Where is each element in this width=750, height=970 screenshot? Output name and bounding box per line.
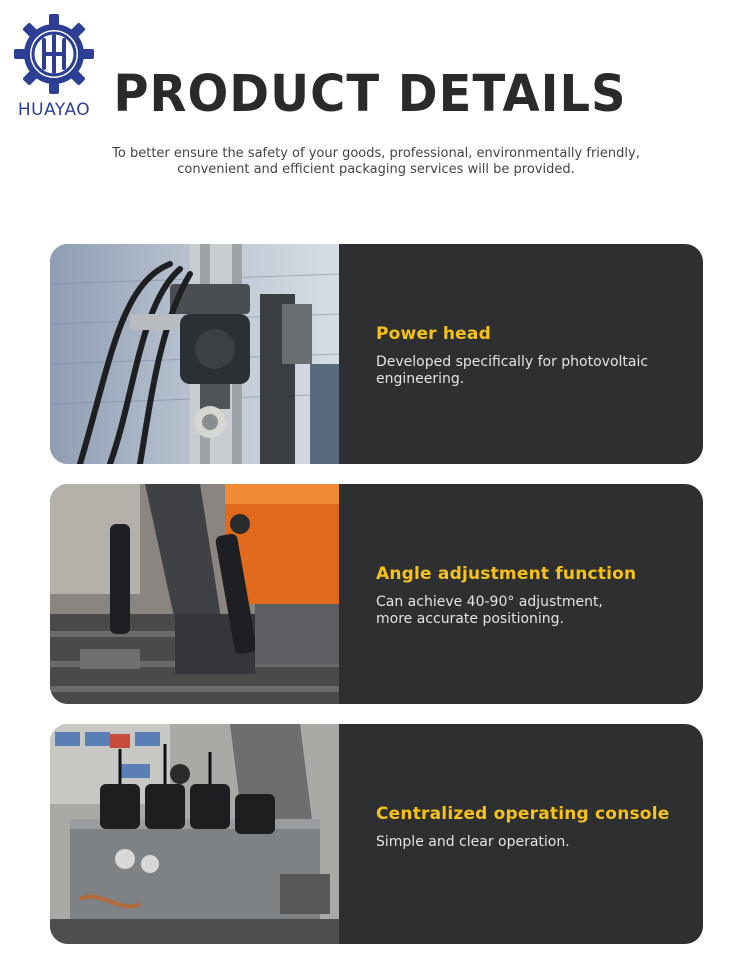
feature-heading: Angle adjustment function: [376, 564, 637, 584]
description-line-2: more accurate positioning.: [376, 611, 565, 627]
feature-description: [376, 834, 686, 851]
subtitle-line-2: convenient and efficient packaging services will be provided.: [177, 162, 575, 177]
feature-card-angle-adjustment: [50, 484, 703, 704]
feature-card-power-head: [50, 244, 703, 464]
feature-description: [376, 354, 686, 388]
operating-console-photo: [50, 724, 339, 944]
description-line-1: Developed specifically for photovoltaic: [376, 354, 649, 370]
page-title: PRODUCT DETAILS: [113, 64, 627, 124]
power-head-photo: [50, 244, 339, 464]
angle-adjustment-photo: [50, 484, 339, 704]
feature-card-operating-console: [50, 724, 703, 944]
feature-heading: Centralized operating console: [376, 804, 670, 824]
description-line-1: Simple and clear operation.: [376, 834, 570, 850]
subtitle-line-1: To better ensure the safety of your goods, professional, environmentally friendly,: [112, 146, 640, 161]
feature-heading: Power head: [376, 324, 491, 344]
description-line-2: engineering.: [376, 371, 465, 387]
page-subtitle: [80, 146, 672, 178]
description-line-1: Can achieve 40-90° adjustment,: [376, 594, 603, 610]
feature-text: [376, 804, 686, 851]
feature-text: [376, 324, 686, 388]
feature-text: [376, 564, 686, 628]
logo-text: HUAYAO: [17, 100, 91, 120]
feature-description: [376, 594, 686, 628]
